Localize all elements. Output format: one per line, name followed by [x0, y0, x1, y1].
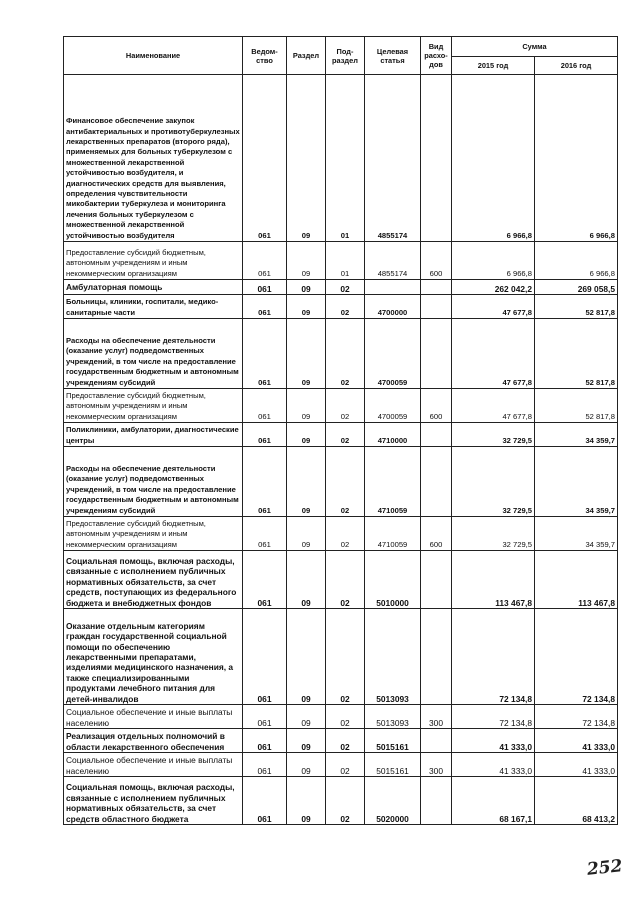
row-sum-2016: 41 333,0 [535, 753, 618, 777]
row-target: 4710059 [365, 447, 421, 517]
row-section: 09 [287, 551, 326, 609]
row-subsection: 02 [326, 609, 365, 705]
row-type: 600 [421, 517, 452, 551]
row-subsection: 02 [326, 753, 365, 777]
row-target: 5015161 [365, 753, 421, 777]
row-sum-2016: 6 966,8 [535, 75, 618, 242]
row-subsection: 01 [326, 75, 365, 242]
row-sum-2015: 113 467,8 [452, 551, 535, 609]
table-row [64, 423, 618, 447]
row-name: Оказание отдельным категориям граждан государственной социальной помощи по обеспечению лекарственными препаратами, изделиями медицинского назначения, а также специализированными продуктами лечебного питания для детей-инвалидов [64, 609, 243, 705]
row-sum-2015: 32 729,5 [452, 517, 535, 551]
header-expense-type: Вид расхо-дов [421, 37, 452, 75]
row-subsection: 02 [326, 447, 365, 517]
row-sum-2016: 34 359,7 [535, 447, 618, 517]
row-section: 09 [287, 777, 326, 825]
row-sum-2016: 52 817,8 [535, 295, 618, 319]
row-ministry: 061 [243, 423, 287, 447]
row-sum-2016: 34 359,7 [535, 423, 618, 447]
table-row [64, 280, 618, 295]
row-type [421, 777, 452, 825]
row-sum-2016: 72 134,8 [535, 609, 618, 705]
row-ministry: 061 [243, 609, 287, 705]
row-section: 09 [287, 319, 326, 389]
table-row [64, 609, 618, 705]
row-type: 300 [421, 753, 452, 777]
table-row [64, 705, 618, 729]
budget-sheet [63, 36, 617, 824]
row-target: 5010000 [365, 551, 421, 609]
header-sum: Сумма [452, 37, 618, 57]
row-type [421, 280, 452, 295]
row-sum-2015: 32 729,5 [452, 447, 535, 517]
row-section: 09 [287, 389, 326, 423]
row-type [421, 609, 452, 705]
row-subsection: 02 [326, 280, 365, 295]
row-type [421, 729, 452, 753]
row-sum-2015: 47 677,8 [452, 295, 535, 319]
row-subsection: 02 [326, 705, 365, 729]
row-sum-2015: 32 729,5 [452, 423, 535, 447]
row-subsection: 02 [326, 517, 365, 551]
row-section: 09 [287, 517, 326, 551]
row-target: 5013093 [365, 609, 421, 705]
header-year-2016: 2016 год [535, 57, 618, 75]
row-section: 09 [287, 753, 326, 777]
row-subsection: 02 [326, 777, 365, 825]
table-row [64, 389, 618, 423]
row-ministry: 061 [243, 280, 287, 295]
row-subsection: 02 [326, 319, 365, 389]
header-year-2015: 2015 год [452, 57, 535, 75]
header-target: Целевая статья [365, 37, 421, 75]
row-target: 4855174 [365, 75, 421, 242]
row-name: Социальное обеспечение и иные выплаты населению [64, 753, 243, 777]
row-subsection: 01 [326, 242, 365, 280]
row-sum-2015: 72 134,8 [452, 705, 535, 729]
row-name: Реализация отдельных полномочий в области лекарственного обеспечения [64, 729, 243, 753]
row-name: Социальная помощь, включая расходы, связанные с исполнением публичных нормативных обязательств, за счет средств областного бюджета [64, 777, 243, 825]
row-target: 4855174 [365, 242, 421, 280]
row-name: Предоставление субсидий бюджетным, автономным учреждениям и иным некоммерческим организациям [64, 389, 243, 423]
row-name: Больницы, клиники, госпитали, медико-санитарные части [64, 295, 243, 319]
row-target: 5013093 [365, 705, 421, 729]
row-ministry: 061 [243, 517, 287, 551]
row-ministry: 061 [243, 295, 287, 319]
header-subsection: Под-раздел [326, 37, 365, 75]
row-type [421, 447, 452, 517]
row-type: 600 [421, 389, 452, 423]
row-target: 4710059 [365, 517, 421, 551]
header-name: Наименование [64, 37, 243, 75]
row-sum-2016: 72 134,8 [535, 705, 618, 729]
row-section: 09 [287, 729, 326, 753]
page-number: 252 [586, 856, 624, 880]
row-name: Расходы на обеспечение деятельности (оказание услуг) подведомственных учреждений, в том числе на предоставление государственным бюджетным и автономным учреждениям субсидий [64, 447, 243, 517]
row-type [421, 319, 452, 389]
row-sum-2016: 34 359,7 [535, 517, 618, 551]
row-type: 600 [421, 242, 452, 280]
row-subsection: 02 [326, 389, 365, 423]
row-subsection: 02 [326, 551, 365, 609]
table-row [64, 75, 618, 242]
row-section: 09 [287, 423, 326, 447]
row-section: 09 [287, 447, 326, 517]
row-sum-2016: 269 058,5 [535, 280, 618, 295]
row-ministry: 061 [243, 705, 287, 729]
row-target: 4700000 [365, 295, 421, 319]
row-section: 09 [287, 242, 326, 280]
row-type [421, 551, 452, 609]
row-type [421, 295, 452, 319]
row-target [365, 280, 421, 295]
row-subsection: 02 [326, 729, 365, 753]
table-row [64, 551, 618, 609]
row-sum-2016: 6 966,8 [535, 242, 618, 280]
row-target: 5015161 [365, 729, 421, 753]
row-name: Предоставление субсидий бюджетным, автономным учреждениям и иным некоммерческим организациям [64, 517, 243, 551]
row-name: Поликлиники, амбулатории, диагностические центры [64, 423, 243, 447]
table-row [64, 753, 618, 777]
row-subsection: 02 [326, 295, 365, 319]
row-sum-2016: 41 333,0 [535, 729, 618, 753]
row-sum-2016: 68 413,2 [535, 777, 618, 825]
row-sum-2015: 72 134,8 [452, 609, 535, 705]
row-name: Предоставление субсидий бюджетным, автономным учреждениям и иным некоммерческим организациям [64, 242, 243, 280]
table-row [64, 517, 618, 551]
row-name: Финансовое обеспечение закупок антибактериальных и противотуберкулезных лекарственных препаратов (второго ряда), применяемых для больных туберкулезом с множественной лекарственной устойчивостью возбудителя, и диагностических средств для выявления, определения чувствительности микобактерии туберкулеза и мониторинга лечения больных туберкулезом с множественной лекарственной устойчивостью возбудителя [64, 75, 243, 242]
row-ministry: 061 [243, 75, 287, 242]
table-row [64, 242, 618, 280]
row-ministry: 061 [243, 551, 287, 609]
row-section: 09 [287, 75, 326, 242]
budget-table [63, 36, 618, 825]
row-type: 300 [421, 705, 452, 729]
row-name: Расходы на обеспечение деятельности (оказание услуг) подведомственных учреждений, в том числе на предоставление государственным бюджетным и автономным учреждениям субсидий [64, 319, 243, 389]
row-sum-2016: 52 817,8 [535, 389, 618, 423]
row-sum-2015: 262 042,2 [452, 280, 535, 295]
row-subsection: 02 [326, 423, 365, 447]
row-ministry: 061 [243, 242, 287, 280]
row-type [421, 75, 452, 242]
row-sum-2015: 41 333,0 [452, 729, 535, 753]
row-sum-2016: 52 817,8 [535, 319, 618, 389]
header-section: Раздел [287, 37, 326, 75]
row-sum-2015: 6 966,8 [452, 75, 535, 242]
row-target: 4700059 [365, 389, 421, 423]
row-ministry: 061 [243, 729, 287, 753]
row-sum-2015: 6 966,8 [452, 242, 535, 280]
row-ministry: 061 [243, 447, 287, 517]
table-row [64, 295, 618, 319]
row-name: Социальная помощь, включая расходы, связанные с исполнением публичных нормативных обязательств, за счет средств, поступающих из федерального бюджета и внебюджетных фондов [64, 551, 243, 609]
row-section: 09 [287, 609, 326, 705]
row-target: 5020000 [365, 777, 421, 825]
row-sum-2015: 47 677,8 [452, 319, 535, 389]
row-section: 09 [287, 280, 326, 295]
header-ministry: Ведом-ство [243, 37, 287, 75]
row-name: Социальное обеспечение и иные выплаты населению [64, 705, 243, 729]
row-name: Амбулаторная помощь [64, 280, 243, 295]
row-section: 09 [287, 705, 326, 729]
row-sum-2015: 47 677,8 [452, 389, 535, 423]
row-ministry: 061 [243, 753, 287, 777]
table-row [64, 777, 618, 825]
row-sum-2015: 41 333,0 [452, 753, 535, 777]
table-row [64, 319, 618, 389]
row-ministry: 061 [243, 777, 287, 825]
row-sum-2015: 68 167,1 [452, 777, 535, 825]
row-type [421, 423, 452, 447]
table-row [64, 729, 618, 753]
row-sum-2016: 113 467,8 [535, 551, 618, 609]
row-target: 4700059 [365, 319, 421, 389]
row-ministry: 061 [243, 389, 287, 423]
row-ministry: 061 [243, 319, 287, 389]
row-target: 4710000 [365, 423, 421, 447]
row-section: 09 [287, 295, 326, 319]
table-row [64, 447, 618, 517]
